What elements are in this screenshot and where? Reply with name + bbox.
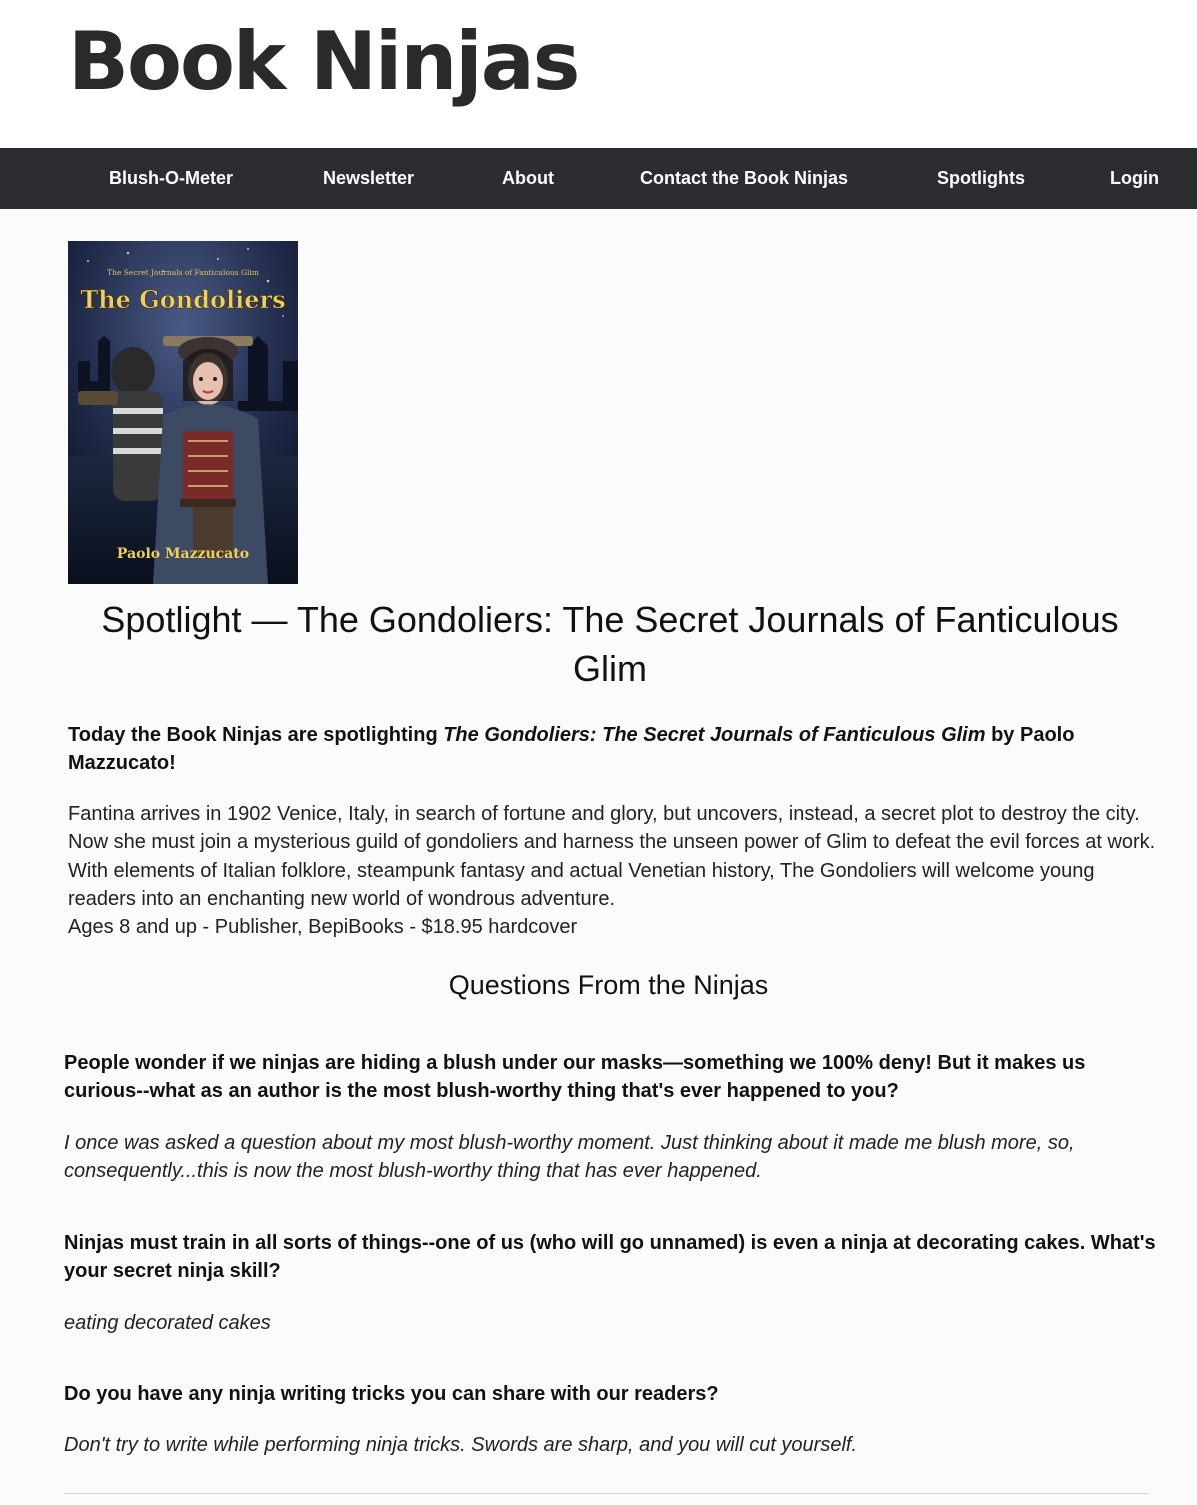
qa-answer-1: I once was asked a question about my most blush-worthy moment. Just thinking about it made me blush more, so, consequently...this is now the most blush-worthy thing that has ever happened. [64,1132,1075,1182]
site-header [0,0,1197,148]
qa-answer-3: Don't try to write while performing ninja tricks. Swords are sharp, and you will cut yourself. [64,1434,858,1456]
qa-question-1: People wonder if we ninjas are hiding a blush under our masks—something we 100% deny! But it makes us curious--what as an author is the most blush-worthy thing that's ever happened to you? [64,1052,1086,1102]
cover-title-text: The Gondoliers [80,285,286,314]
nav-item-about[interactable]: About [502,168,554,188]
qa-answer-2: eating decorated cakes [64,1312,271,1334]
book-blurb [68,800,1158,941]
book-cover-art [68,241,298,584]
nav-item-contact[interactable]: Contact the Book Ninjas [640,168,849,188]
nav-item-blush-o-meter[interactable]: Blush-O-Meter [109,168,234,188]
post-intro-book-title: The Gondoliers: The Secret Journals of Fanticulous Glim [443,724,986,746]
cover-series-text: The Secret Journals of Fanticulous Glim [107,268,259,277]
nav-item-login[interactable]: Login [1110,168,1159,188]
post-intro-suffix: by Paolo Mazzucato! [68,724,1075,774]
post-intro [68,721,1158,777]
page-title: Spotlight — The Gondoliers: The Secret Journals of Fanticulous Glim [101,599,1119,689]
section-divider [64,1493,1149,1494]
nav-item-spotlights[interactable]: Spotlights [937,168,1025,188]
site-title[interactable]: Book Ninjas [68,15,579,108]
cover-author-text: Paolo Mazzucato [116,546,250,562]
nav-item-newsletter[interactable]: Newsletter [323,168,415,188]
post-intro-prefix: Today the Book Ninjas are spotlighting [68,724,444,746]
book-details: Ages 8 and up - Publisher, BepiBooks - $18.95 hardcover [68,916,578,939]
main-navbar [0,148,1197,209]
qa-question-3: Do you have any ninja writing tricks you can share with our readers? [64,1383,719,1405]
book-blurb-text: Fantina arrives in 1902 Venice, Italy, in search of fortune and glory, but uncovers, instead, a secret plot to destroy the city. Now she must join a mysterious guild of gondoliers and harness the unseen power of Glim to defeat the evil forces at work. With elements of Italian folklore, steampunk fantasy and actual Venetian history, The Gondoliers will welcome young readers into an enchanting new world of wondrous adventure. [68,803,1156,910]
book-cover-image[interactable] [68,241,298,584]
qa-heading: Questions From the Ninjas [448,970,769,1000]
qa-question-2: Ninjas must train in all sorts of things--one of us (who will go unnamed) is even a ninja at decorating cakes. What's your secret ninja skill? [64,1232,1156,1282]
